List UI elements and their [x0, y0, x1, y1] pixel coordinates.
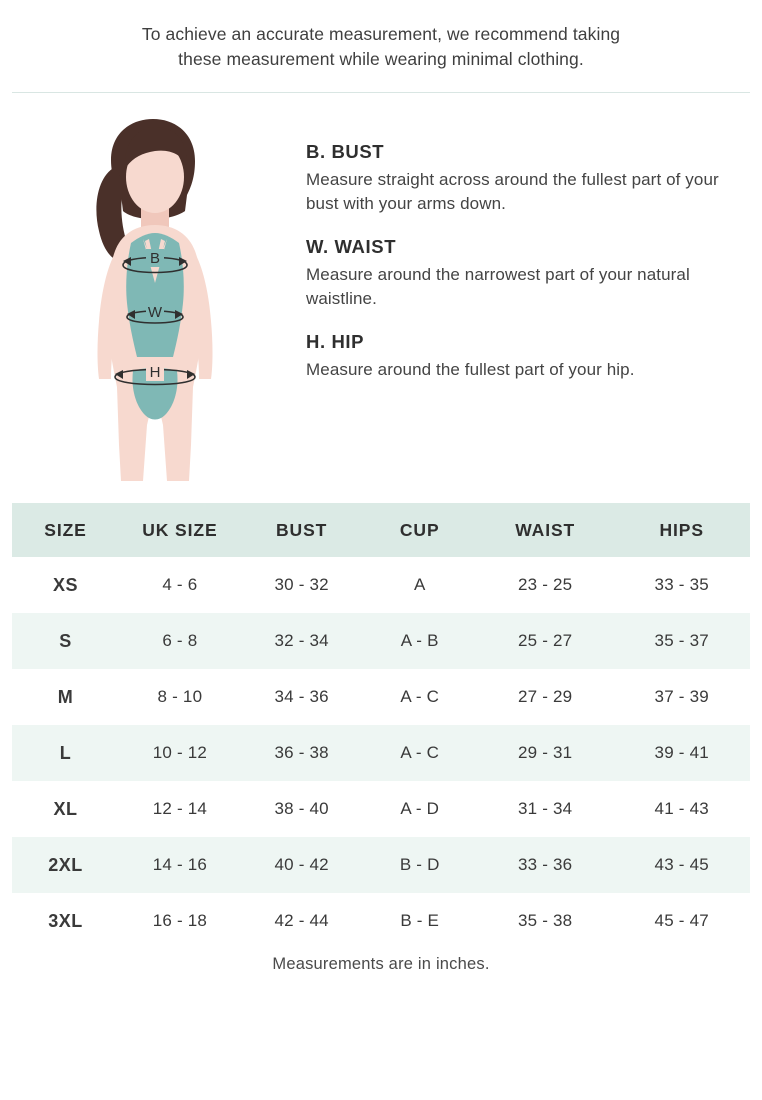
cell-bust: 36 - 38: [241, 725, 363, 781]
body-figure-illustration: [20, 111, 290, 485]
cell-bust: 38 - 40: [241, 781, 363, 837]
cell-uk-size: 12 - 14: [119, 781, 241, 837]
cell-bust: 30 - 32: [241, 557, 363, 613]
cell-uk-size: 6 - 8: [119, 613, 241, 669]
cell-waist: 31 - 34: [477, 781, 614, 837]
cell-waist: 27 - 29: [477, 669, 614, 725]
column-header-bust: BUST: [241, 503, 363, 557]
cell-bust: 42 - 44: [241, 893, 363, 949]
cell-size: L: [12, 725, 119, 781]
definition-waist-title: W. WAIST: [306, 236, 397, 257]
cell-waist: 23 - 25: [477, 557, 614, 613]
definition-bust: [306, 141, 722, 216]
table-row: [12, 613, 750, 669]
cell-cup: A - D: [363, 781, 477, 837]
cell-cup: A: [363, 557, 477, 613]
table-row: [12, 725, 750, 781]
cell-cup: A - C: [363, 669, 477, 725]
cell-waist: 29 - 31: [477, 725, 614, 781]
cell-size: XS: [12, 557, 119, 613]
cell-hips: 45 - 47: [613, 893, 750, 949]
cell-bust: 34 - 36: [241, 669, 363, 725]
definition-bust-text: Measure straight across around the fullest part of your bust with your arms down.: [306, 169, 719, 213]
definition-waist: [306, 236, 722, 311]
cell-waist: 33 - 36: [477, 837, 614, 893]
cell-waist: 25 - 27: [477, 613, 614, 669]
column-header-uk-size: UK SIZE: [119, 503, 241, 557]
waist-label: W: [147, 303, 163, 321]
table-row: [12, 837, 750, 893]
table-header-row: [12, 503, 750, 557]
bust-label: B: [149, 249, 161, 267]
column-header-cup: CUP: [363, 503, 477, 557]
table-row: [12, 893, 750, 949]
cell-cup: B - E: [363, 893, 477, 949]
cell-uk-size: 10 - 12: [119, 725, 241, 781]
definitions-list: [290, 111, 742, 383]
cell-uk-size: 4 - 6: [119, 557, 241, 613]
column-header-waist: WAIST: [477, 503, 614, 557]
cell-uk-size: 14 - 16: [119, 837, 241, 893]
cell-bust: 32 - 34: [241, 613, 363, 669]
intro-line-2: these measurement while wearing minimal clothing.: [178, 49, 584, 70]
table-row: [12, 557, 750, 613]
intro-section: [0, 0, 762, 73]
table-row: [12, 669, 750, 725]
table-row: [12, 781, 750, 837]
cell-cup: B - D: [363, 837, 477, 893]
definition-hip-text: Measure around the fullest part of your hip.: [306, 360, 635, 380]
measurement-units-note: Measurements are in inches.: [272, 955, 490, 973]
column-header-hips: HIPS: [613, 503, 750, 557]
definition-hip: [306, 331, 722, 382]
cell-size: M: [12, 669, 119, 725]
cell-cup: A - B: [363, 613, 477, 669]
cell-hips: 33 - 35: [613, 557, 750, 613]
size-chart-table: [12, 503, 750, 949]
measurement-guide-section: [0, 93, 762, 485]
definition-hip-title: H. HIP: [306, 331, 365, 353]
cell-hips: 35 - 37: [613, 613, 750, 669]
cell-size: 3XL: [12, 893, 119, 949]
cell-bust: 40 - 42: [241, 837, 363, 893]
column-header-size: SIZE: [12, 503, 119, 557]
definition-bust-title: B. BUST: [306, 140, 385, 162]
size-chart-table-wrapper: [12, 503, 750, 949]
cell-hips: 41 - 43: [613, 781, 750, 837]
cell-hips: 37 - 39: [613, 669, 750, 725]
cell-size: S: [12, 613, 119, 669]
intro-line-1: To achieve an accurate measurement, we recommend taking: [141, 24, 621, 44]
hip-label: H: [149, 363, 161, 381]
cell-waist: 35 - 38: [477, 893, 614, 949]
cell-cup: A - C: [363, 725, 477, 781]
cell-hips: 43 - 45: [613, 837, 750, 893]
cell-uk-size: 16 - 18: [119, 893, 241, 949]
woman-body-diagram: [35, 115, 275, 485]
cell-size: 2XL: [12, 837, 119, 893]
cell-uk-size: 8 - 10: [119, 669, 241, 725]
definition-waist-text: Measure around the narrowest part of your natural waistline.: [306, 265, 690, 309]
cell-hips: 39 - 41: [613, 725, 750, 781]
cell-size: XL: [12, 781, 119, 837]
